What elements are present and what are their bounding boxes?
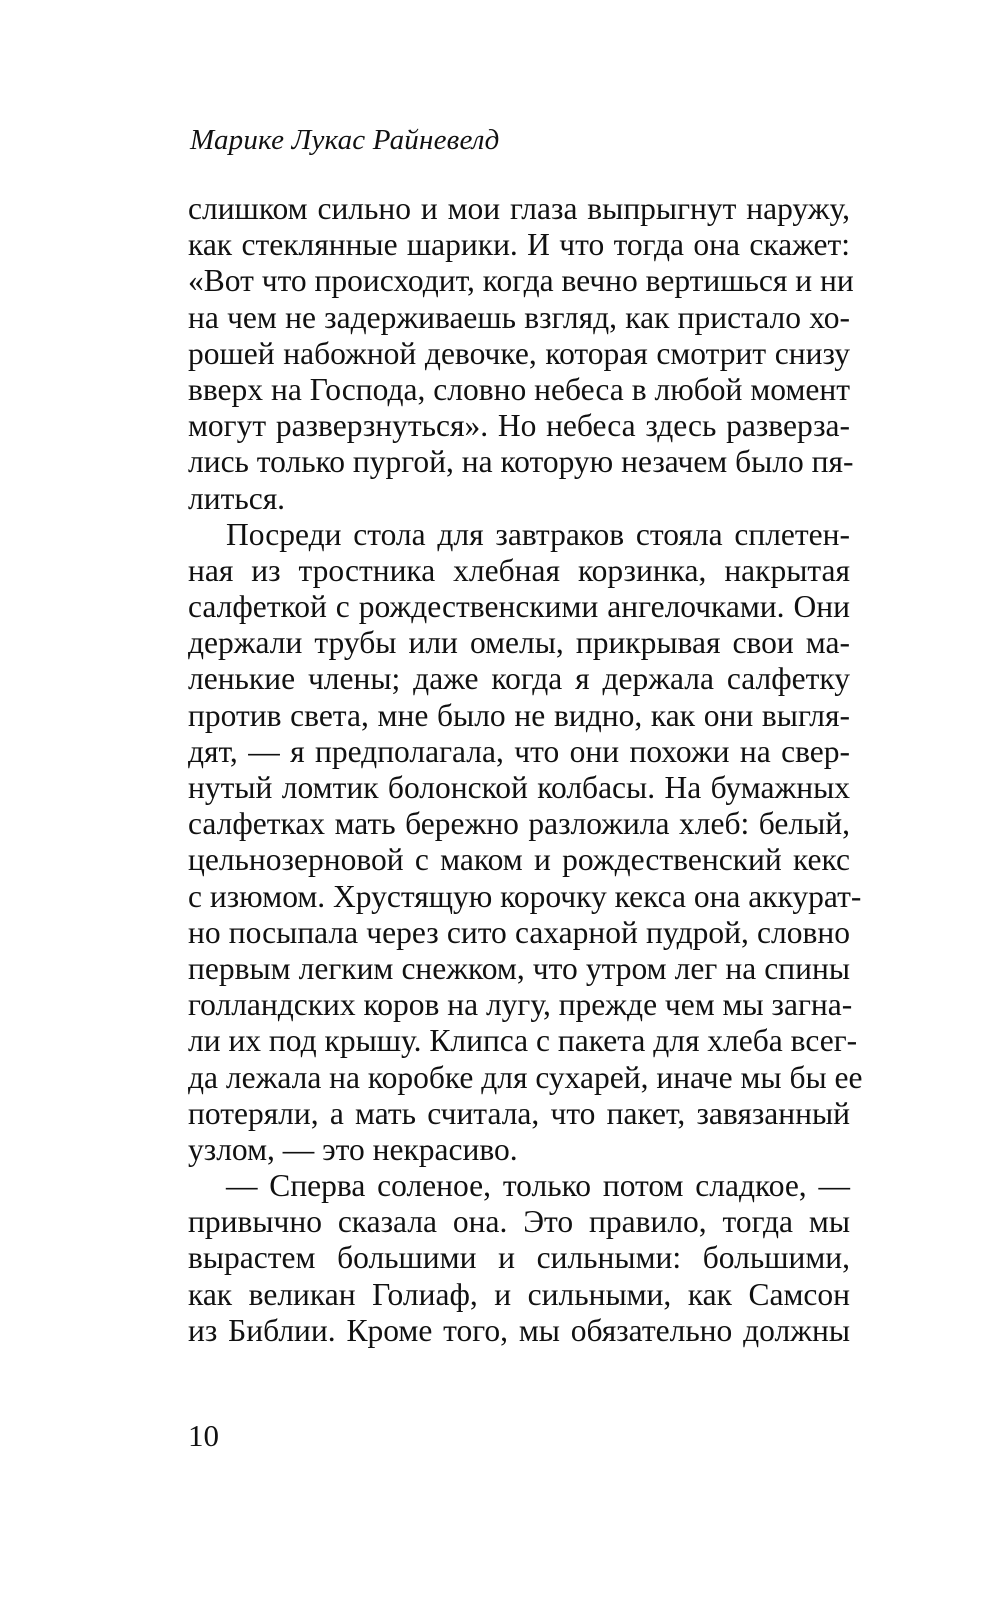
text-line: из Библии. Кроме того, мы обязательно должны (188, 1312, 850, 1348)
text-line: вверх на Господа, словно небеса в любой момент (188, 371, 850, 407)
text-line: слишком сильно и мои глаза выпрыгнут наружу, (188, 191, 850, 226)
text-line: привычно сказала она. Это правило, тогда мы (188, 1204, 850, 1240)
text-line: ли их под крышу. Клипса с пакета для хлеба всег- (188, 1023, 858, 1059)
text-line: — Сперва соленое, только потом сладкое, — (226, 1168, 850, 1204)
text-line: но посыпала через сито сахарной пудрой, словно (188, 914, 850, 950)
text-line: салфеткой с рождественскими ангелочками. Они (188, 589, 850, 625)
text-line: цельнозерновой с маком и рождественский кекс (188, 842, 850, 878)
text-line: против света, мне было не видно, как они выгля- (188, 697, 850, 733)
text-line: первым легким снежком, что утром лег на спины (188, 950, 850, 986)
text-line: потеряли, а мать считала, что пакет, завязанный (188, 1095, 850, 1131)
text-line: дят, — я предполагала, что они похожи на свер- (188, 733, 850, 769)
text-line: да лежала на коробке для сухарей, иначе мы бы ее (188, 1059, 863, 1095)
text-line: литься. (188, 480, 286, 516)
text-line: нутый ломтик болонской колбасы. На бумажных (188, 770, 850, 805)
text-line: узлом, — это некрасиво. (188, 1131, 518, 1167)
text-line: вырастем большими и сильными: большими, (188, 1240, 850, 1276)
text-line: салфетках мать бережно разложила хлеб: белый, (188, 806, 850, 842)
text-line: держали трубы или омелы, прикрывая свои ма- (188, 625, 850, 661)
running-head-author: Марике Лукас Райневелд (190, 124, 500, 156)
text-line: могут разверзнуться». Но небеса здесь разверза- (188, 408, 850, 444)
text-line: лись только пургой, на которую незачем было пя- (188, 444, 854, 480)
text-line: как стеклянные шарики. И что тогда она скажет: (188, 227, 850, 263)
text-line: Посреди стола для завтраков стояла сплетен- (226, 516, 850, 552)
text-line: ная из тростника хлебная корзинка, накрытая (188, 552, 850, 588)
text-line: ленькие члены; даже когда я держала салфетку (188, 661, 850, 697)
text-line: с изюмом. Хрустящую корочку кекса она аккурат- (188, 878, 862, 914)
text-line: как великан Голиаф, и сильными, как Самсон (188, 1276, 850, 1312)
text-line: на чем не задерживаешь взгляд, как пристало хо- (188, 299, 850, 335)
body-text (188, 191, 863, 1349)
text-line: голландских коров на лугу, прежде чем мы загна- (188, 987, 853, 1023)
page-number: 10 (188, 1418, 219, 1453)
text-line: рошей набожной девочке, которая смотрит снизу (188, 335, 850, 371)
text-line: «Вот что происходит, когда вечно вертишься и ни (188, 263, 854, 299)
